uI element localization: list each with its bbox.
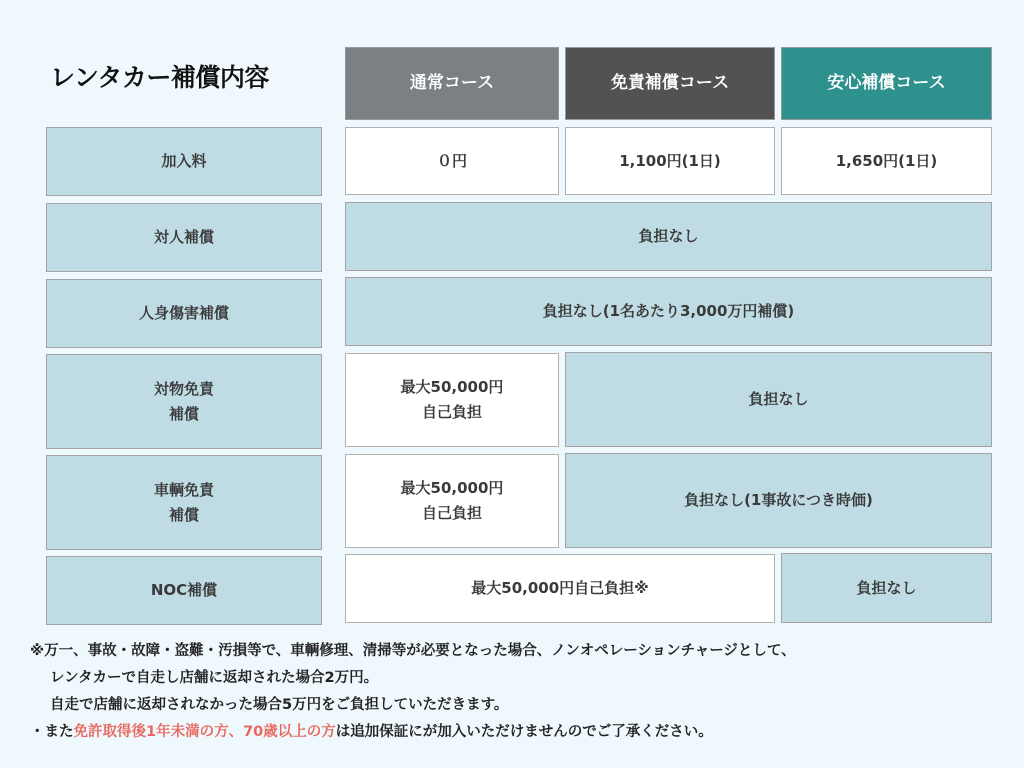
- note-line-1: ※万一、事故・故障・盗難・汚損等で、車輌修理、清掃等が必要となった場合、ノンオペレーションチャージとして、: [30, 643, 796, 659]
- row-label-personal: [46, 203, 322, 272]
- row-label-noc-text: NOC補償: [150, 581, 218, 599]
- fee-safety-value: 1,650円(1日): [835, 151, 938, 170]
- note-line-2: レンタカーで自走し店舗に返却された場合2万円。: [50, 670, 379, 686]
- vehicle-others-value: 負担なし(1事故につき時価): [684, 491, 873, 509]
- property-others-value: 負担なし: [748, 390, 809, 408]
- page-title: レンタカー補償内容: [50, 63, 269, 92]
- note-line-4: [30, 719, 1020, 746]
- note-line-4-prefix: ・また: [30, 724, 74, 740]
- row-label-injury-text: 人身傷害補償: [138, 304, 229, 322]
- noc-standard-waiver-cell: [345, 554, 775, 623]
- row-label-property: [46, 354, 322, 449]
- injury-all-cell: [345, 277, 992, 346]
- vehicle-others-cell: [565, 453, 992, 548]
- note-line-4-suffix: は追加保証にが加入いただけませんのでご了承ください。: [335, 724, 713, 740]
- header-safety-label: 安心補償コース: [827, 73, 946, 93]
- note-line-3: 自走で店舗に返却されなかった場合5万円をご負担していただきます。: [50, 697, 509, 713]
- row-label-property-line2: 補償: [168, 404, 199, 423]
- vehicle-standard-line2: 自己負担: [421, 504, 482, 522]
- property-standard-cell: [345, 353, 559, 447]
- noc-safety-cell: [781, 553, 992, 623]
- fee-standard-value: ０円: [436, 151, 467, 170]
- header-waiver-label: 免責補償コース: [610, 73, 730, 93]
- header-standard-label: 通常コース: [409, 73, 495, 93]
- injury-all-value: 負担なし(1名あたり3,000万円補償): [542, 302, 795, 320]
- property-standard-line2: 自己負担: [421, 403, 482, 421]
- row-label-property-line1: 対物免責: [153, 379, 214, 398]
- header-waiver-course: [565, 47, 775, 120]
- header-safety-course: [781, 47, 992, 120]
- row-label-vehicle-line1: 車輌免責: [153, 480, 214, 499]
- row-label-fee: [46, 127, 322, 196]
- fee-waiver-cell: [565, 127, 775, 195]
- row-label-fee-text: 加入料: [161, 152, 207, 170]
- vehicle-standard-cell: [345, 454, 559, 548]
- personal-all-value: 負担なし: [638, 227, 699, 245]
- fee-safety-cell: [781, 127, 992, 195]
- footnotes: [30, 638, 1020, 746]
- personal-all-cell: [345, 202, 992, 271]
- header-standard-course: [345, 47, 559, 120]
- row-label-injury: [46, 279, 322, 348]
- vehicle-standard-line1: 最大50,000円: [400, 479, 504, 497]
- property-standard-line1: 最大50,000円: [400, 378, 504, 396]
- row-label-personal-text: 対人補償: [153, 228, 214, 246]
- fee-standard-cell: [345, 127, 559, 195]
- noc-standard-waiver-value: 最大50,000円自己負担※: [471, 579, 649, 597]
- note-line-4-highlight: 免許取得後1年未満の方、70歳以上の方: [73, 724, 336, 740]
- row-label-vehicle-line2: 補償: [168, 505, 199, 524]
- row-label-vehicle: [46, 455, 322, 550]
- noc-safety-value: 負担なし: [856, 578, 917, 597]
- fee-waiver-value: 1,100円(1日): [619, 151, 721, 170]
- property-others-cell: [565, 352, 992, 447]
- row-label-noc: [46, 556, 322, 625]
